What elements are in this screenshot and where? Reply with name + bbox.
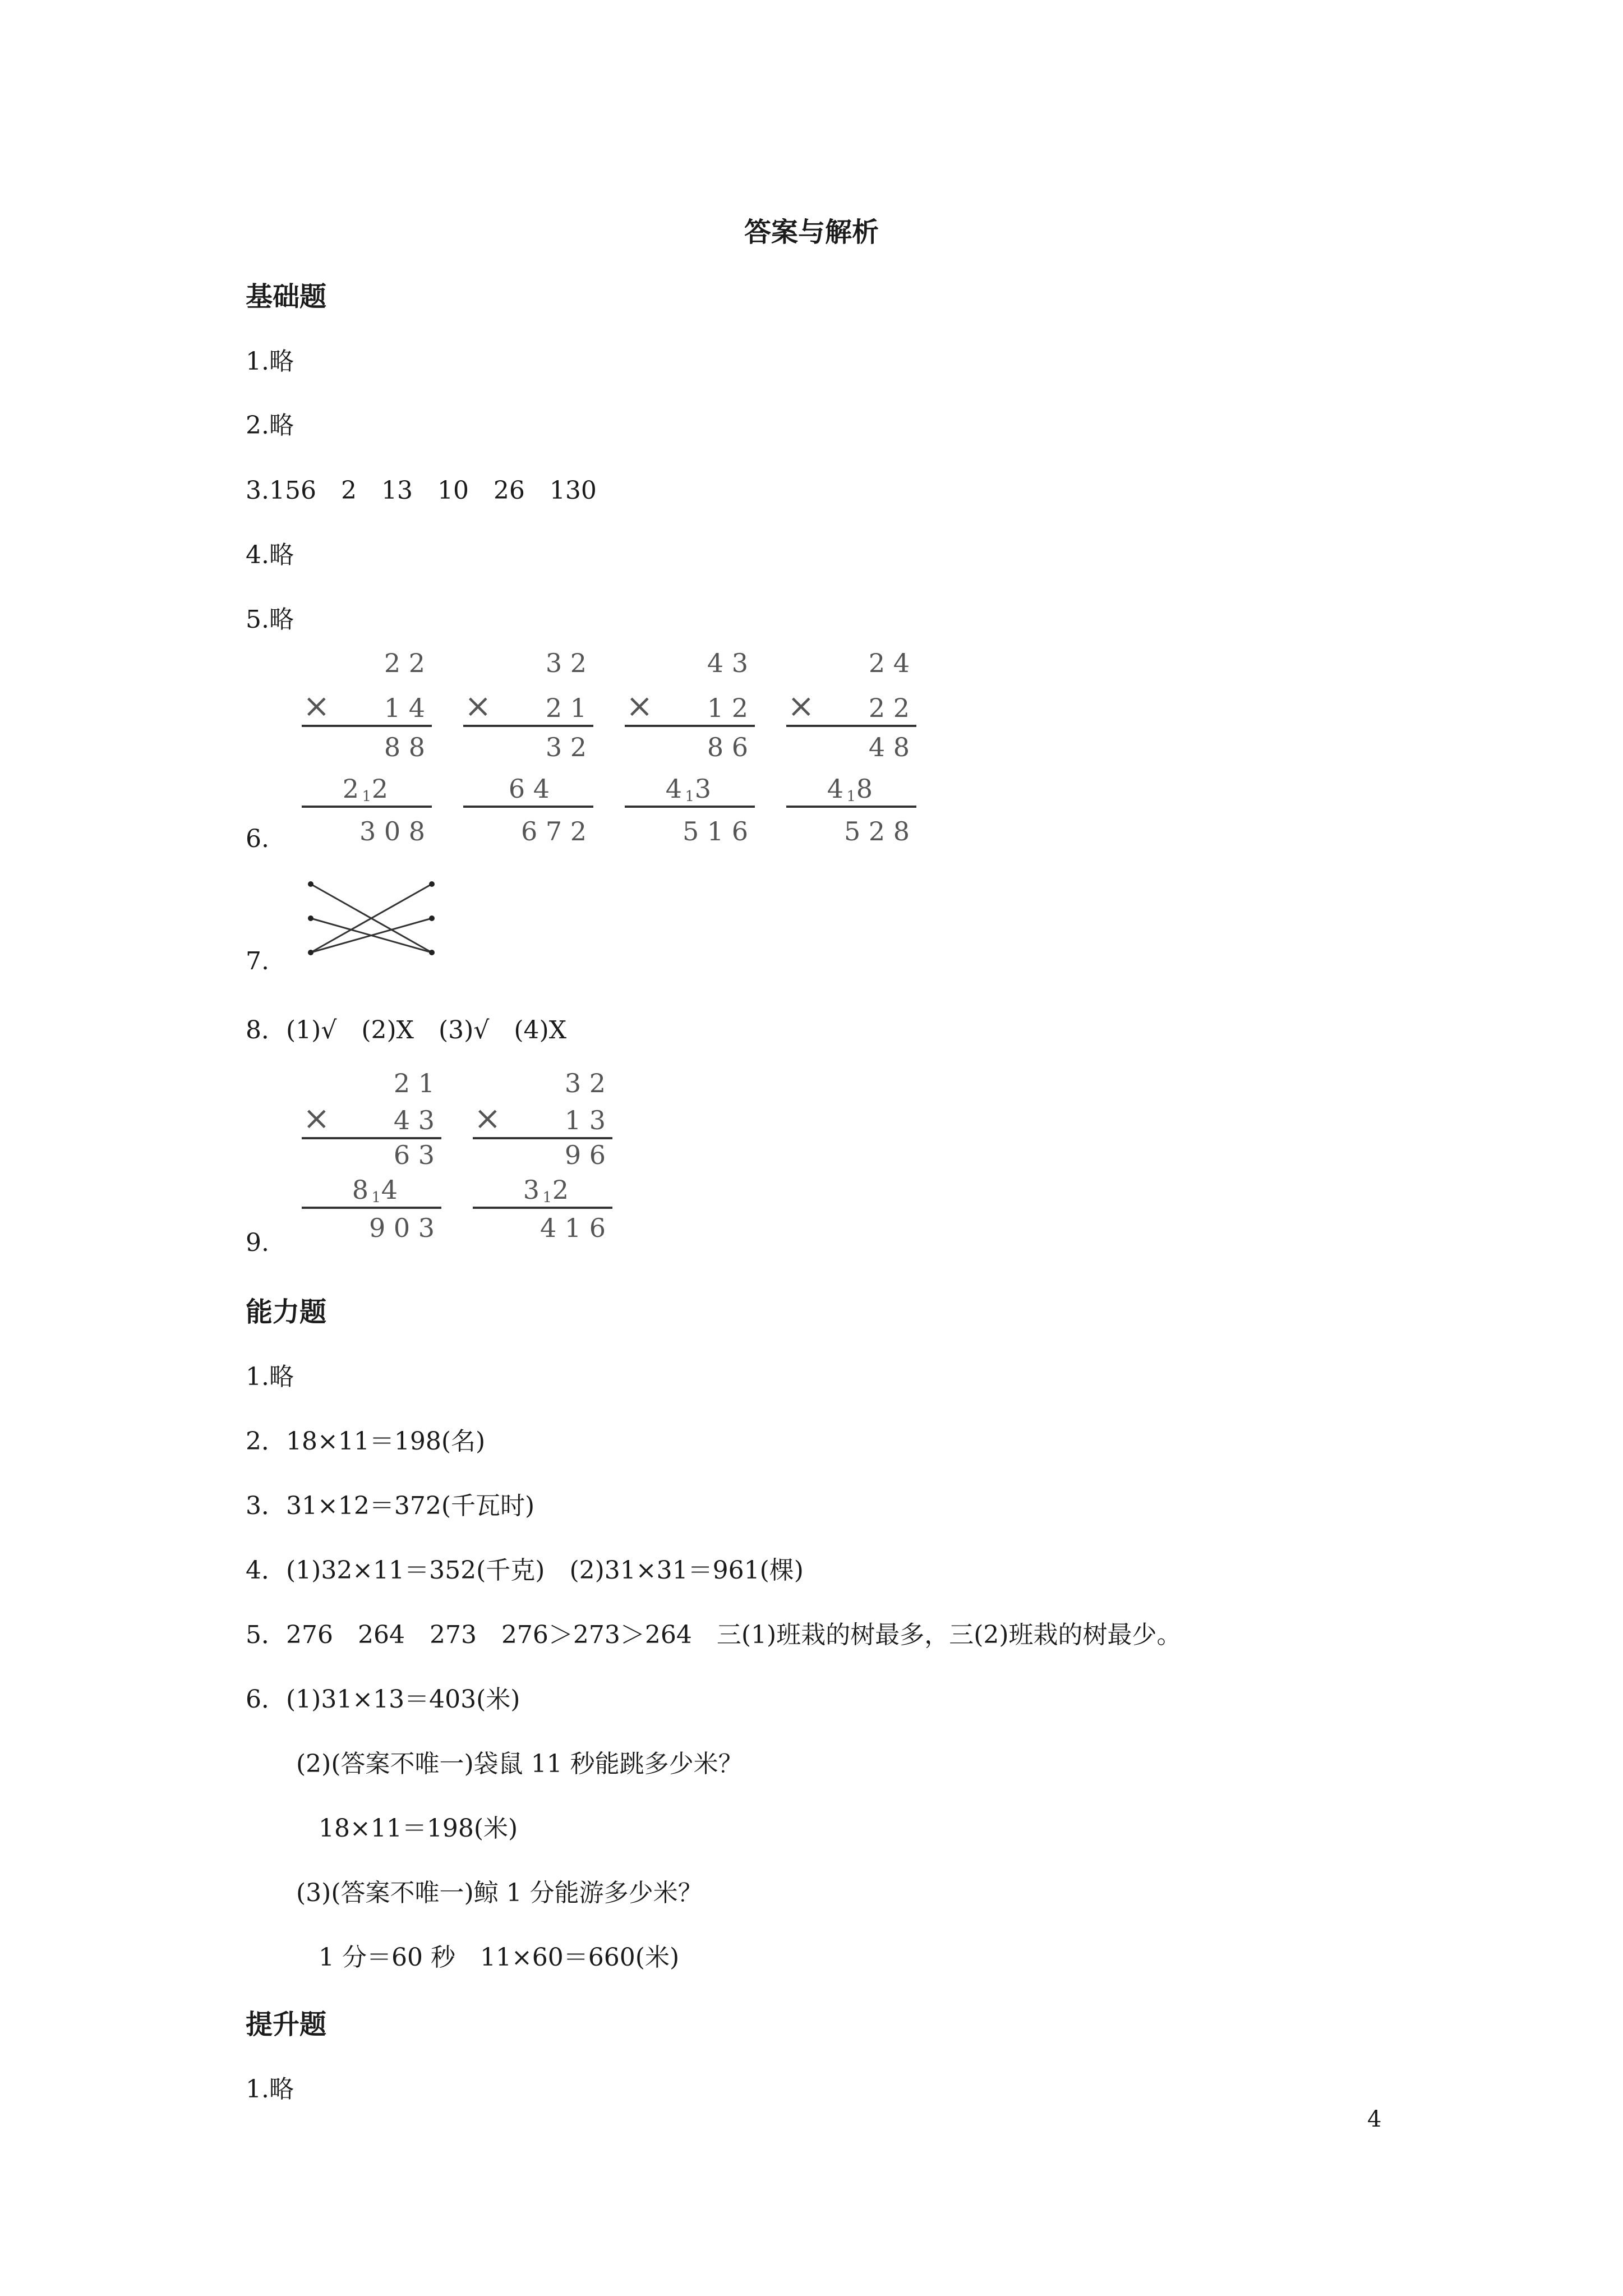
dot	[429, 915, 435, 921]
multiplicand: 2 4	[868, 648, 910, 678]
partial-product-1: 3 2	[545, 732, 587, 762]
ability-answer-3: 3．31×12＝372(千瓦时)	[246, 1492, 535, 1520]
matching-lines-figure	[303, 875, 449, 970]
ability-answer-6-2: (2)(答案不唯一)袋鼠 11 秒能跳多少米？	[296, 1750, 743, 1778]
basic-answer-9-label: 9.	[246, 1228, 269, 1257]
partial-product-2-digit: 2	[371, 774, 388, 804]
section-heading-basic: 基础题	[246, 281, 327, 312]
multiplier: 1 4	[384, 693, 425, 723]
product-result: 4 1 6	[540, 1213, 606, 1243]
carry-digit: 1	[685, 788, 694, 805]
product-result: 3 0 8	[359, 816, 425, 846]
vertical-multiplication-figure-6	[297, 645, 942, 853]
ability-answer-6-3: (3)(答案不唯一)鲸 1 分能游多少米？	[296, 1879, 703, 1907]
basic-answer-5: 5.略	[246, 605, 294, 634]
carry-digit: 1	[371, 1189, 381, 1206]
times-sign: ×	[303, 687, 330, 725]
partial-product-1: 9 6	[564, 1140, 606, 1170]
dot	[308, 950, 313, 955]
carry-digit: 1	[542, 1189, 552, 1206]
multiplicand: 2 2	[384, 648, 425, 678]
partial-product-2-digit: 4	[665, 774, 682, 804]
ability-answer-6-2-solution: 18×11＝198(米)	[319, 1814, 518, 1843]
section-heading-ability: 能力题	[246, 1296, 327, 1328]
partial-product-1: 8 6	[707, 732, 748, 762]
partial-product-2-digit: 8	[856, 774, 873, 804]
basic-answer-7-label: 7.	[246, 947, 269, 976]
times-sign: ×	[464, 687, 492, 725]
page-title: 答案与解析	[744, 217, 879, 248]
dot	[308, 881, 313, 887]
dot	[429, 881, 435, 887]
basic-answer-3: 3.156 2 13 10 26 130	[246, 476, 597, 505]
multiplier: 1 2	[707, 693, 748, 723]
partial-product-2-digit: 4	[381, 1175, 398, 1205]
multiplier: 2 1	[545, 693, 587, 723]
partial-product-2-digit: 2	[552, 1175, 569, 1205]
multiplicand: 3 2	[545, 648, 587, 678]
partial-product-1: 6 3	[393, 1140, 435, 1170]
multiplicand: 2 1	[393, 1068, 435, 1098]
times-sign: ×	[303, 1099, 330, 1137]
partial-product-2-digit: 3	[523, 1175, 540, 1205]
partial-product-1: 4 8	[868, 732, 910, 762]
partial-product-2-digit: 4	[827, 774, 843, 804]
multiplier: 4 3	[393, 1105, 435, 1135]
dot	[429, 950, 435, 955]
basic-answer-2: 2.略	[246, 411, 294, 440]
partial-product-1: 8 8	[384, 732, 425, 762]
ability-answer-5: 5．276 264 273 276＞273＞264 三(1)班栽的树最多，三(2)班栽的树最少。	[246, 1621, 1182, 1649]
partial-product-2: 6 4	[508, 774, 550, 804]
partial-product-2-digit: 3	[694, 774, 711, 804]
partial-product-2-digit: 2	[342, 774, 359, 804]
carry-digit: 1	[362, 788, 371, 805]
section-heading-advanced: 提升题	[246, 2009, 327, 2040]
product-result: 5 1 6	[682, 816, 748, 846]
dot	[308, 915, 313, 921]
basic-answer-6-label: 6.	[246, 825, 269, 853]
multiplier: 2 2	[868, 693, 910, 723]
product-result: 9 0 3	[368, 1213, 435, 1243]
basic-answer-8: 8．(1)√ (2)X (3)√ (4)X	[246, 1016, 567, 1045]
product-result: 5 2 8	[843, 816, 910, 846]
times-sign: ×	[787, 687, 815, 725]
page-number: 4	[1367, 2106, 1382, 2132]
advanced-answer-1: 1.略	[246, 2075, 294, 2104]
multiplier: 1 3	[564, 1105, 606, 1135]
basic-answer-1: 1.略	[246, 347, 294, 376]
ability-answer-2: 2．18×11＝198(名)	[246, 1427, 486, 1456]
ability-answer-6-1: 6．(1)31×13＝403(米)	[246, 1685, 520, 1714]
multiplicand: 4 3	[707, 648, 748, 678]
vertical-multiplication-figure-9	[297, 1063, 645, 1254]
times-sign: ×	[626, 687, 653, 725]
ability-answer-4: 4．(1)32×11＝352(千克) (2)31×31＝961(棵)	[246, 1556, 804, 1585]
carry-digit: 1	[846, 788, 856, 805]
basic-answer-4: 4.略	[246, 541, 294, 569]
ability-answer-1: 1.略	[246, 1363, 294, 1391]
ability-answer-6-3-solution: 1 分＝60 秒 11×60＝660(米)	[319, 1943, 680, 1972]
product-result: 6 7 2	[520, 816, 587, 846]
times-sign: ×	[474, 1099, 501, 1137]
multiplicand: 3 2	[564, 1068, 606, 1098]
partial-product-2-digit: 8	[352, 1175, 368, 1205]
